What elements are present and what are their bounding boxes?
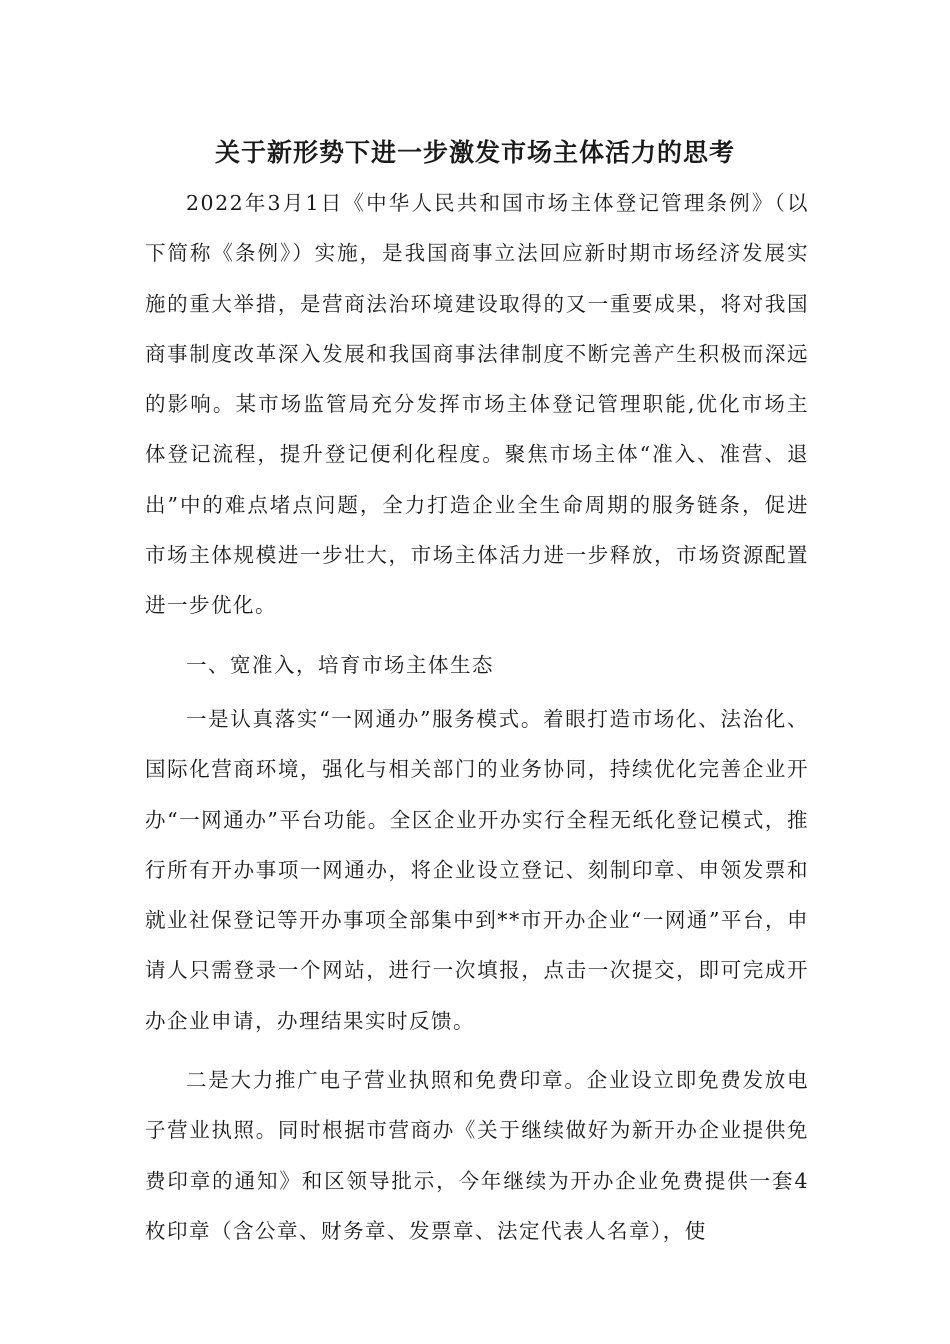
document-body bbox=[145, 178, 809, 1256]
section-heading-1: 一、宽准入，培育市场主体生态 bbox=[186, 652, 494, 677]
paragraph-e-license: 二是大力推广电子营业执照和免费印章。企业设立即免费发放电子营业执照。同时根据市营商办《关于继续做好为新开办企业提供免费印章的通知》和区领导批示，今年继续为开办企业免费提供一套4枚印章（含公章、财务章、发票章、法定代表人名章），使 bbox=[145, 1068, 809, 1243]
paragraph-one-network: 一是认真落实“一网通办”服务模式。着眼打造市场化、法治化、国际化营商环境，强化与相关部门的业务协同，持续优化完善企业开办“一网通办”平台功能。全区企业开办实行全程无纸化登记模式，推行所有开办事项一网通办，将企业设立登记、刻制印章、申领发票和就业社保登记等开办事项全部集中到**市开办企业“一网通”平台，申请人只需登录一个网站，进行一次填报，点击一次提交，即可完成开办企业申请，办理结果实时反馈。 bbox=[145, 706, 809, 1033]
document-title: 关于新形势下进一步激发市场主体活力的思考 bbox=[214, 138, 735, 167]
intro-paragraph: 2022年3月1日《中华人民共和国市场主体登记管理条例》（以下简称《条例》）实施，是我国商事立法回应新时期市场经济发展实施的重大举措，是营商法治环境建设取得的又一重要成果，将对我国商事制度改革深入发展和我国商事法律制度不断完善产生积极而深远的影响。某市场监管局充分发挥市场主体登记管理职能,优化市场主体登记流程，提升登记便利化程度。聚焦市场主体“准入、准营、退出”中的难点堵点问题，全力打造企业全生命周期的服务链条，促进市场主体规模进一步壮大，市场主体活力进一步释放，市场资源配置进一步优化。 bbox=[145, 191, 809, 618]
